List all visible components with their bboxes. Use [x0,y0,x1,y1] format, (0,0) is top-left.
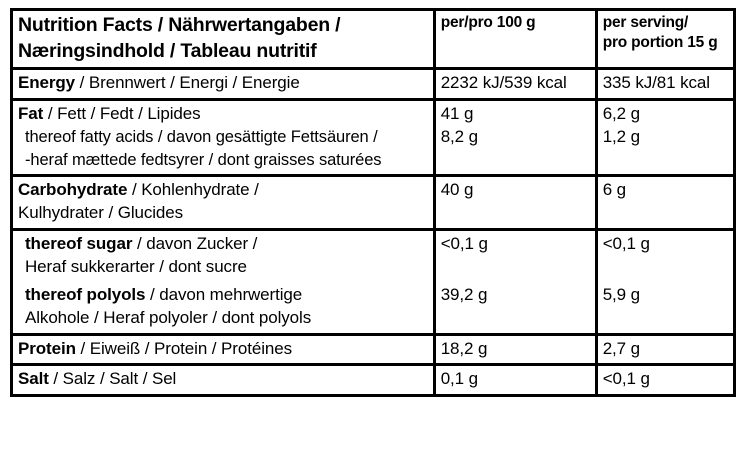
row-label-polyols-line2: Alkohole / Heraf polyoler / dont polyols [25,307,312,327]
row-value-carbohydrate-serving: 6 g [596,175,733,229]
row-label-sugar-line2: Heraf sukkerarter / dont sucre [25,256,247,276]
row-value-protein-serving: 2,7 g [596,334,733,365]
row-value-energy-100g: 2232 kJ/539 kcal [434,69,596,100]
table-title-line1: Nutrition Facts / Nährwertangaben / [18,14,341,36]
row-label-fat-saturates-line1: thereof fatty acids / davon gesättigte Fettsäuren / [25,128,378,147]
row-label-polyols: thereof polyols / davon mehrwertige Alkohole / Heraf polyoler / dont polyols [13,282,434,334]
table-title-line2: Næringsindhold / Tableau nutritif [18,39,317,62]
row-label-protein: Protein / Eiweiß / Protein / Protéines [13,334,434,365]
table-title-cell [13,11,434,69]
table-row-polyols [13,282,733,334]
row-label-carbohydrate: Carbohydrate / Kohlenhydrate / Kulhydrater / Glucides [13,175,434,229]
row-value-sugar-serving: <0,1 g [596,229,733,281]
table-row-protein [13,334,733,365]
row-label-sugar: thereof sugar / davon Zucker / Heraf sukkerarter / dont sucre [13,229,434,281]
row-label-salt: Salt / Salz / Salt / Sel [13,365,434,394]
column-header-per-serving: per serving/ pro portion 15 g [596,11,733,69]
row-value-salt-serving: <0,1 g [596,365,733,394]
table-row-fat [13,100,733,175]
row-label-fat-saturates-line2: -heraf mættede fedtsyrer / dont graisses saturées [25,150,382,169]
row-value-salt-100g: 0,1 g [434,365,596,394]
table-row-energy [13,69,733,100]
table-header-row [13,11,733,69]
column-header-per-100g: per/pro 100 g [434,11,596,69]
table-row-sugar [13,229,733,281]
row-value-polyols-serving: 5,9 g [596,282,733,334]
row-value-energy-serving: 335 kJ/81 kcal [596,69,733,100]
row-value-fat-serving: 6,2 g 1,2 g [596,100,733,175]
row-label-fat: Fat / Fett / Fedt / Lipides thereof fatty acids / davon gesättigte Fettsäuren / -heraf mættede fedtsyrer / dont graisses saturées [13,100,434,175]
row-value-fat-100g: 41 g 8,2 g [434,100,596,175]
nutrition-facts-table-container [10,8,736,397]
row-value-sugar-100g: <0,1 g [434,229,596,281]
row-value-protein-100g: 18,2 g [434,334,596,365]
nutrition-facts-table [13,11,733,394]
table-row-carbohydrate [13,175,733,229]
row-value-carbohydrate-100g: 40 g [434,175,596,229]
row-value-polyols-100g: 39,2 g [434,282,596,334]
row-label-energy: Energy / Brennwert / Energi / Energie [13,69,434,100]
table-row-salt [13,365,733,394]
row-label-carbohydrate-line2: Kulhydrater / Glucides [18,202,184,222]
